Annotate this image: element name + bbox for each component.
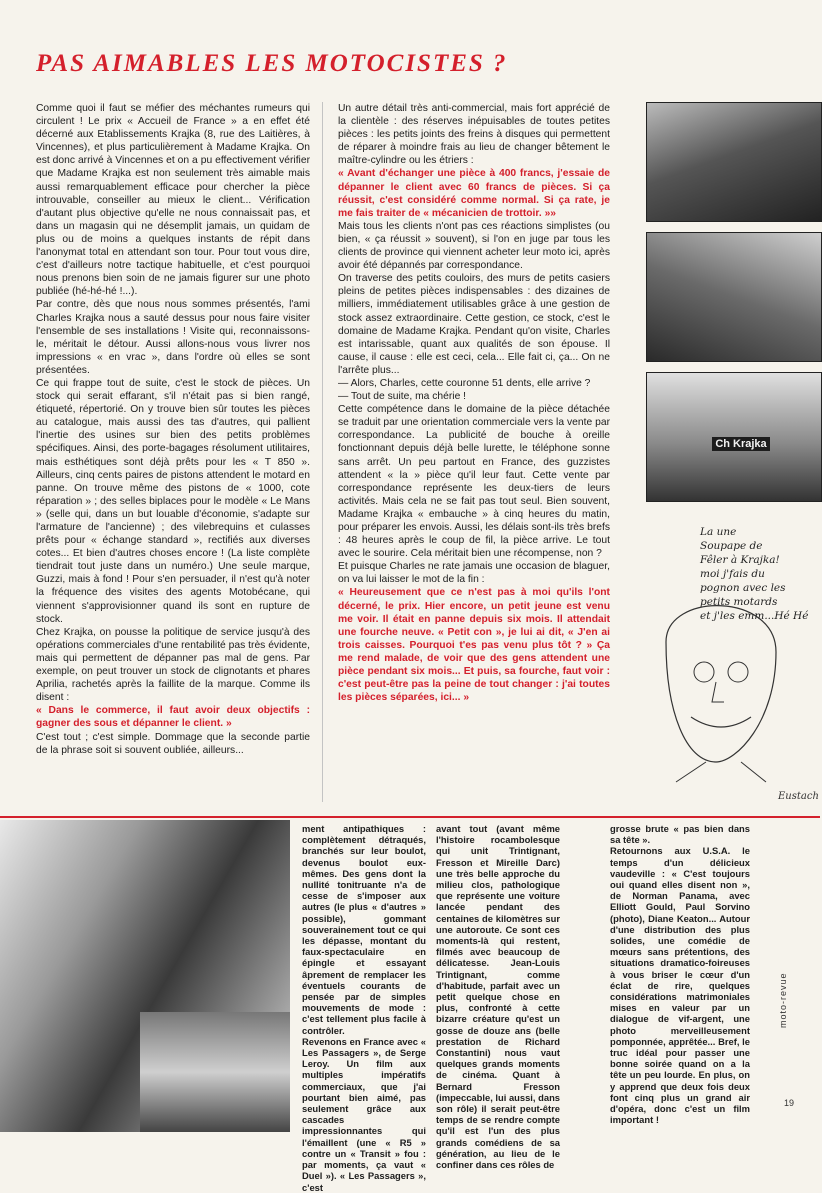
paragraph: Par contre, dès que nous nous sommes présentés, l'ami Charles Krajka nous a sauté dessus pour nous faire visiter l'ensemble de ses installations ! Visite qui, reconnaissons-le, méritait le détour. Aussi allons-nous vous livrer nos impressions « en vrac », dans l'ordre où elles se sont présentées. — [36, 299, 310, 376]
paragraph: Un autre détail très anti-commercial, mais fort apprécié de la clientèle : des réserves inépuisables de toutes petites pièces : les petits joints des freins à disques qui permettent de réparer à moindre frais au lieu de changer bêtement le maître-cylindre ou les étriers : — [338, 103, 610, 167]
lower-column-2 — [436, 823, 561, 1171]
paragraph: avant tout (avant même l'histoire rocambolesque qui unit Trintignant, Fresson et Mireille Darc) une très belle approche du milieu clos, pathologique que représente une voiture lancée pendant des centaines de kilomètres sur une autoroute. Ce sont ces moments-là qui restent, filmés avec beaucoup de délicatesse. Jean-Louis Trintignant, comme d'habitude, parfait avec un petit quelque chose en plus, confronté à cette bizarre créature qu'est un gosse de douze ans (belle prestation de Richard Constantini) nous vaut quelques grands moments de cinéma. Quant à Bernard Fresson (impeccable, lui aussi, dans son rôle) il serait peut-être temps de se rendre compte qu'il est l'un des plus grands comédiens de sa génération, au lieu de le confiner dans ces rôles de — [436, 823, 561, 1171]
bubble-line: moi j'fais du — [700, 568, 765, 580]
photo-two-men — [646, 102, 822, 222]
bubble-line: petits motards — [700, 596, 778, 608]
bubble-line: La une — [700, 526, 737, 538]
lower-column-1 — [302, 823, 426, 1193]
quote-red: « Dans le commerce, il faut avoir deux objectifs : gagner des sous et dépanner le client. » — [36, 705, 310, 730]
shop-sign: Ch Krajka — [712, 437, 770, 451]
paragraph: Ce qui frappe tout de suite, c'est le stock de pièces. Un stock qui serait effarant, s'il n'était pas si bien rangé, étiqueté, répertorié. On y trouve bien sûr toutes les pièces au catalogue, mais aussi des tas d'autres, qui pallient l'inertie des usines sur bien des petits problèmes spécifiques. Ainsi, des porte-bagages résolument utilitaires, mais esthétiques sont déjà prêts pour les « T 850 ». Ailleurs, cinq cents paires de pistons attendent le motard en panne. On trouve même des pistons de « 1000, cote réparation » ; des selles biplaces pour le modèle « Le Mans » (selle qui, dans un but louable d'économie, s'adapte sur l'armature de l'ancienne) ; des vilebrequins et culasses prêts pour « échange standard », rectifiés aux diverses cotes... Et bien d'autres choses encore ! (La liste complète tiendrait tout juste dans un numéro.) Une seule marque, Guzzi, mais à fond ! Pour s'en persuader, il n'est qu'à noter la fréquence des visites des agents Motobécane, qui viennent s'approvisionner quand ils sont en rupture de stock. — [36, 377, 310, 625]
paragraph: Et puisque Charles ne rate jamais une occasion de blaguer, on va lui laisser le mot de la fin : — [338, 561, 610, 586]
column-divider — [322, 102, 323, 802]
bubble-line: Fêler à Krajka! — [700, 554, 780, 566]
bubble-line: pognon avec les — [700, 582, 786, 594]
bubble-line: et j'les emm...Hé Hé — [700, 610, 809, 622]
paragraph: grosse brute « pas bien dans sa tête ». — [610, 823, 750, 846]
upper-column-1 — [36, 102, 310, 802]
paragraph: Revenons en France avec « Les Passagers », de Serge Leroy. Un film aux multiples impératifs commerciaux, que j'ai pourtant bien aimé, pas seulement grâce aux cascades impressionnantes qui l'émaillent (une « R5 » contre un « Transit » fou : par moments, ça vaut « Duel »). « Les Passagers », c'est — [302, 1035, 426, 1193]
lower-column-3 — [610, 823, 750, 1126]
paragraph: Mais tous les clients n'ont pas ces réactions simplistes (ou bien, « ça réussit » souvent), si l'on en juge par tous les clients de province qui viennent acheter leur moto ici, après avoir été dépannés par correspondance. — [338, 220, 610, 272]
paragraph: Comme quoi il faut se méfier des méchantes rumeurs qui circulent ! Le prix « Accueil de France » a en effet été décerné aux Etablissements Krajka (8, rue des Laitières, à Vincennes), et plus particulièrement à Madame Krajka. On est donc arrivé à Vincennes et on a pu effectivement vérifier que Madame Krajka est non seulement très aimable mais aussi remarquablement efficace pour chercher la pièce introuvable, conseiller au mieux le client... Vérification d'autant plus objective qu'elle ne nous connaissait pas, et dans un magasin qui ne désemplit jamais, un quidam de plus ou de moins a quelques instants de répit dans l'anonymat total en attendant son tour. Pour tout vous dire, c'est d'ailleurs notre tactique habituelle, et c'est pourquoi nous prenons bien soin de ne jamais figurer sur une photo publiée (hé-hé-hé !...). — [36, 103, 310, 298]
magazine-name: moto-revue — [778, 972, 788, 1028]
quote-red: « Heureusement que ce n'est pas à moi qu'ils l'ont décerné, le prix. Hier encore, un petit jeune est venu me voir. Il était en panne depuis six mois. Il attendait une fourche neuve. « Petit con », je lui ai dit, « J'en ai trois caisses. Pourquoi t'es pas venu plus tôt ? » Ça me rend malade, de voir que des gens attendent une pièce pendant six mois... Et puis, sa fourche, faut voir : c'est peut-être pas la peine de tout changer : j'ai toutes les pièces séparées, ici... » — [338, 587, 610, 704]
cartoon-signature: Eustach — [778, 791, 819, 802]
paragraph: C'est tout ; c'est simple. Dommage que la seconde partie de la phrase soit si souvent oubliée, ailleurs... — [36, 731, 310, 756]
upper-column-2 — [338, 102, 610, 802]
paragraph: On traverse des petits couloirs, des murs de petits casiers pleins de petites pièces indispensables : des dizaines de milliers, immédiatement utilisables grâce à une gestion de stock assez extraordinaire. Cette gestion, ce stock, c'est le domaine de Madame Krajka. Pendant qu'on visite, Charles est intarissable, quant aux qualités de son épouse. Il cause, il cause : elle est ceci, cela... Elle fait ci, ça... On ne l'arrête plus... — [338, 273, 610, 376]
bubble-line: Soupape de — [700, 540, 763, 552]
paragraph: ment antipathiques : complètement détraqués, branchés sur leur boulot, devenus boulot eux-mêmes. Des gens dont la nullité tonitruante n'a de cesse de s'imposer aux autres (le plus « d'autres » possible), gommant souverainement tout ce qui les dépasse, montant du faux-spectaculaire en épingle et essayant âprement de remplacer les éventuels courants de pensée par de simples mouvements de mode : c'est tellement plus facile à contrôler. — [302, 823, 426, 1036]
paragraph: Chez Krajka, on pousse la politique de service jusqu'à des opérations commerciales d'une rentabilité pas très évidente, mais qui permettent de dépanner pas mal de gens. Par exemple, on peut trouver un stock de clignotants et phares Aprilia, rachetés après la faillite de la marque. Comme ils disent : — [36, 626, 310, 704]
paragraph: — Tout de suite, ma chérie ! — [338, 391, 467, 403]
cartoon-speech-bubble — [700, 525, 818, 623]
paragraph: Retournons aux U.S.A. le temps d'un délicieux vaudeville : « C'est toujours oui quand elles disent non », de Norman Panama, avec Elliott Gould, Paul Sorvino (photo), Diane Keaton... Autour d'une distribution des plus solides, une comédie de mœurs sans prétentions, des situations dramatico-foireuses à vous briser le cœur d'un éclat de rire, quelques considérations matrimoniales mises en valeur par un dialogue de vif-argent, une photo merveilleusement pomponnée, apprêtée... Bref, le truc idéal pour passer une bonne soirée quand on a la tête un peu lourde. En plus, on y apprend que deux fois deux font cinq plus un grand air d'opéra, donc c'est un film important ! — [610, 845, 750, 1126]
article-title: PAS AIMABLES LES MOTOCISTES ? — [36, 50, 508, 77]
paragraph: Cette compétence dans le domaine de la pièce détachée se traduit par une orientation commerciale vers la vente par correspondance. La publicité de bouche à oreille fonctionnant depuis déjà belle lurette, le téléphone sonne sans arrêt. Un peu partout en France, des guzzistes attendent « la » pièce qu'il leur faut. Cette vente par correspondance représente les deux-tiers de leurs activités. Mais cela ne se fait pas tout seul. Bien souvent, Madame Krajka « embauche » à cinq heures du matin, pour préparer les envois. Aussi, les délais sont-ils très brefs : 48 heures après le coup de fil, la pièce arrive. Le tout avec le sourire. Cela méritait bien une récompense, non ? — [338, 404, 610, 560]
paragraph: — Alors, Charles, cette couronne 51 dents, elle arrive ? — [338, 377, 591, 389]
section-divider — [0, 816, 820, 818]
photo-shop-counter — [646, 232, 822, 362]
photo-inset-film — [140, 1012, 290, 1132]
quote-red: « Avant d'échanger une pièce à 400 francs, j'essaie de dépanner le client avec 60 francs de pièces. Si ça réussit, c'est considéré comme normal. Si ça rate, je me fais traiter de « mécanicien de trottoir. »» — [338, 168, 610, 219]
page-number: 19 — [784, 1098, 795, 1108]
